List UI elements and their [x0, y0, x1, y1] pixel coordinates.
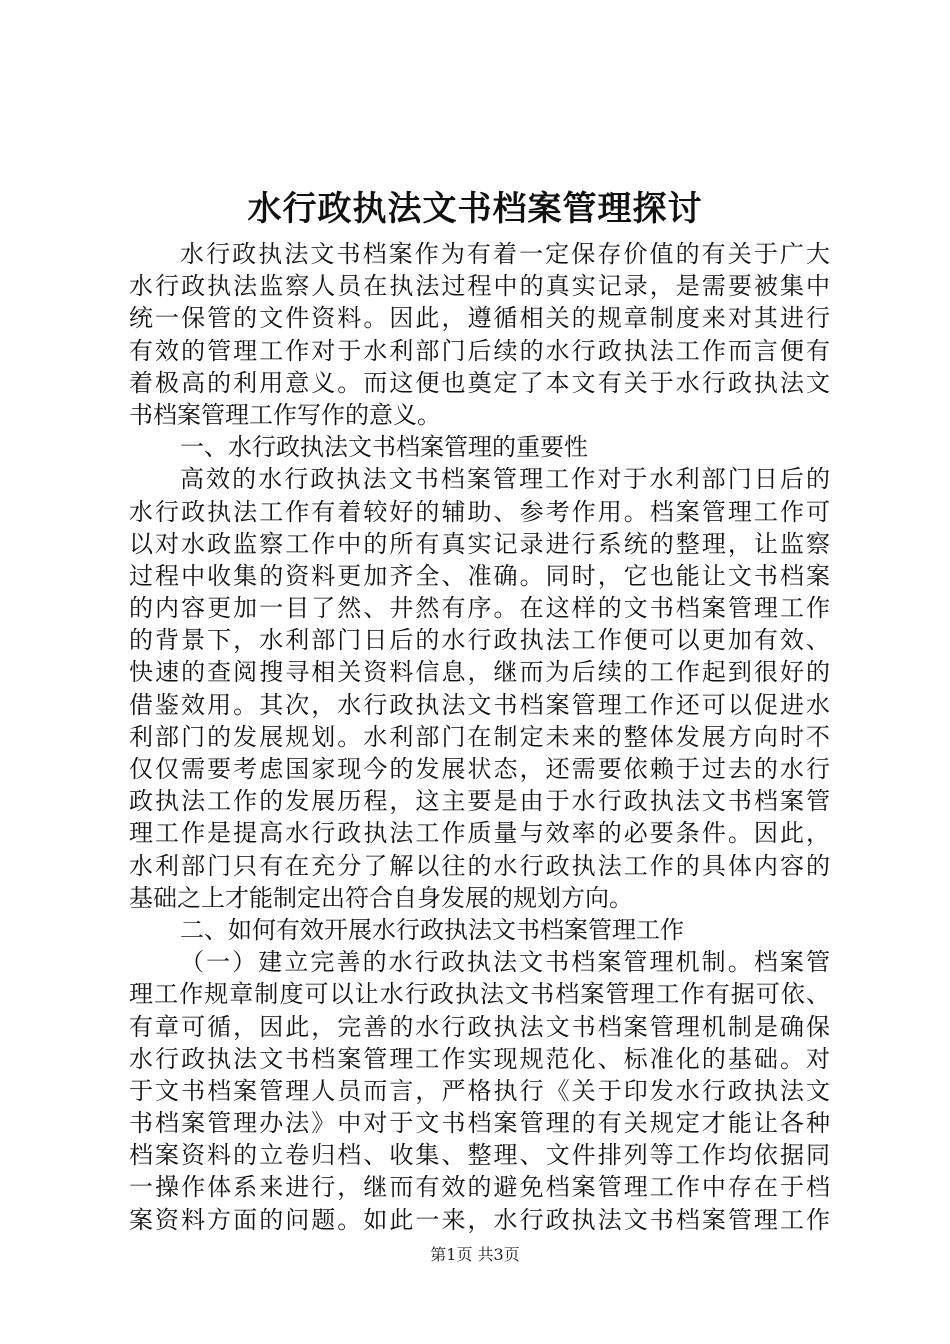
text-line: 书档案管理办法》中对于文书档案管理的有关规定才能让各种: [129, 1109, 830, 1138]
text-line: 以对水政监察工作中的所有真实记录进行系统的整理，让监察: [129, 529, 830, 558]
text-line: 过程中收集的资料更加齐全、准确。同时，它也能让文书档案: [129, 561, 830, 590]
page-number-footer: 第1页 共3页: [430, 1245, 520, 1264]
text-line: 案资料方面的问题。如此一来，水行政执法文书档案管理工作: [129, 1205, 830, 1234]
text-line: 的内容更加一目了然、井然有序。在这样的文书档案管理工作: [129, 594, 830, 623]
text-line: 借鉴效用。其次，水行政执法文书档案管理工作还可以促进水: [129, 690, 830, 719]
document-title: 水行政执法文书档案管理探讨: [247, 189, 703, 229]
text-line: 水行政执法工作有着较好的辅助、参考作用。档案管理工作可: [129, 497, 830, 526]
text-line: 一操作体系来进行，继而有效的避免档案管理工作中存在于档: [129, 1173, 830, 1202]
text-line: 有效的管理工作对于水利部门后续的水行政执法工作而言便有: [129, 336, 830, 365]
text-line: 水行政执法监察人员在执法过程中的真实记录，是需要被集中: [129, 272, 830, 301]
text-line: 有章可循，因此，完善的水行政执法文书档案管理机制是确保: [129, 1012, 830, 1041]
section-heading: 二、如何有效开展水行政执法文书档案管理工作: [180, 915, 684, 944]
text-line: 政执法工作的发展历程，这主要是由于水行政执法文书档案管: [129, 787, 830, 816]
text-line: 高效的水行政执法文书档案管理工作对于水利部门日后的: [180, 465, 830, 494]
text-line: 档案资料的立卷归档、收集、整理、文件排列等工作均依据同: [129, 1141, 830, 1170]
text-line: 水行政执法文书档案管理工作实现规范化、标准化的基础。对: [129, 1044, 830, 1073]
section-heading: 一、水行政执法文书档案管理的重要性: [180, 433, 588, 462]
text-line: 仅仅需要考虑国家现今的发展状态，还需要依赖于过去的水行: [129, 755, 830, 783]
text-line: 理工作规章制度可以让水行政执法文书档案管理工作有据可依、: [129, 980, 830, 1009]
text-line: 书档案管理工作写作的意义。: [129, 400, 441, 429]
text-line: 于文书档案管理人员而言，严格执行《关于印发水行政执法文: [129, 1076, 830, 1105]
text-line: 基础之上才能制定出符合自身发展的规划方向。: [129, 883, 633, 912]
text-line: 水利部门只有在充分了解以往的水行政执法工作的具体内容的: [129, 851, 830, 880]
subsection-line: （一）建立完善的水行政执法文书档案管理机制。档案管: [180, 948, 830, 977]
text-line: 快速的查阅搜寻相关资料信息，继而为后续的工作起到很好的: [129, 658, 830, 687]
text-line: 利部门的发展规划。水利部门在制定未来的整体发展方向时不: [129, 722, 830, 751]
text-line: 水行政执法文书档案作为有着一定保存价值的有关于广大: [180, 240, 830, 268]
text-line: 统一保管的文件资料。因此，遵循相关的规章制度来对其进行: [129, 304, 830, 333]
document-body: [129, 238, 830, 1236]
text-line: 的背景下，水利部门日后的水行政执法工作便可以更加有效、: [129, 626, 830, 655]
text-line: 着极高的利用意义。而这便也奠定了本文有关于水行政执法文: [129, 368, 830, 397]
text-line: 理工作是提高水行政执法工作质量与效率的必要条件。因此，: [129, 819, 830, 848]
